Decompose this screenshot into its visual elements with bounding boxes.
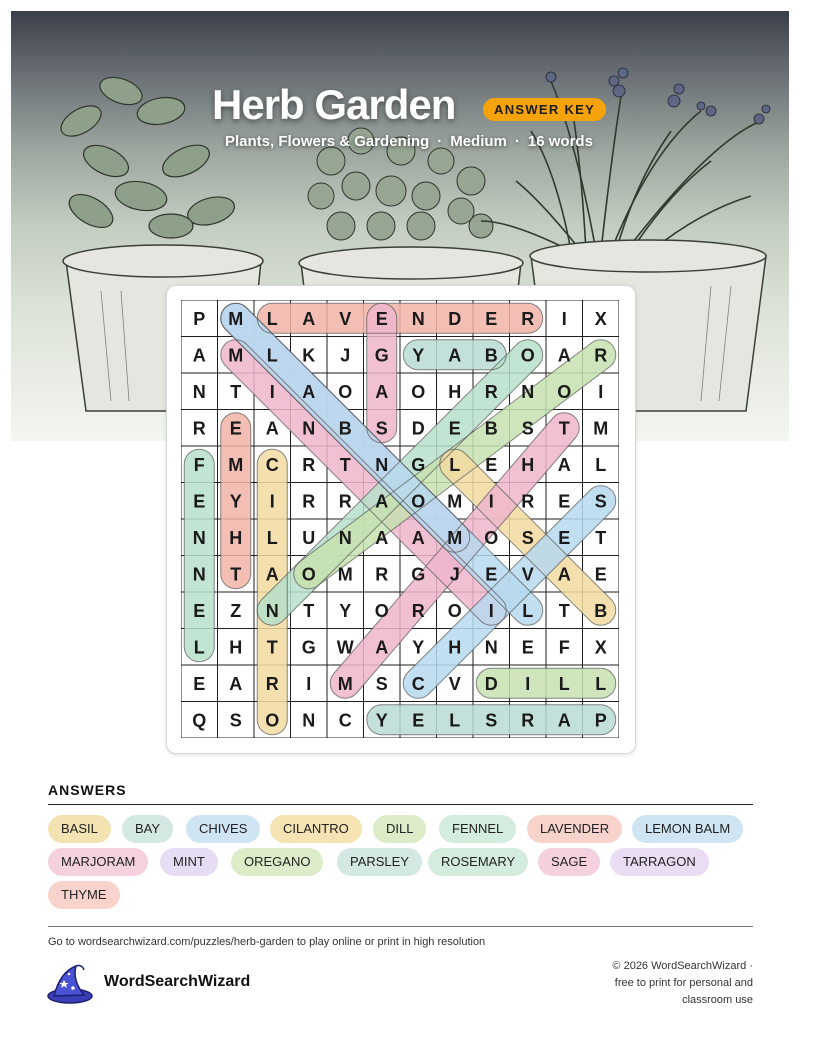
answer-chip: CHIVES [186,815,260,843]
grid-cell-letter: S [375,418,388,439]
grid-cell-letter: A [265,564,279,585]
grid-cell-letter: E [193,491,206,512]
grid-cell-letter: R [521,491,535,512]
grid-cell-letter: M [228,454,244,475]
grid-cell-letter: B [338,418,352,439]
grid-cell-letter: E [412,710,425,731]
grid-cell-letter: D [411,418,425,439]
puzzle-title: Herb Garden [212,81,456,128]
answer-chip: SAGE [538,848,600,876]
grid-cell-letter: E [448,418,461,439]
answer-chip: MINT [160,848,218,876]
grid-cell-letter: J [340,345,351,366]
grid-cell-letter: T [339,454,351,475]
grid-cell-letter: L [266,527,278,548]
wizard-hat-icon [46,962,94,1006]
grid-cell-letter: O [374,600,389,621]
grid-cell-letter: O [557,381,572,402]
answer-chip: LAVENDER [527,815,622,843]
grid-cell-letter: E [485,454,498,475]
grid-cell-letter: I [488,491,494,512]
grid-cell-letter: N [338,527,352,548]
grid-cell-letter: R [594,345,608,366]
answer-chip: BAY [122,815,173,843]
word-count-label: 16 words [527,133,593,150]
grid-cell-letter: R [484,381,498,402]
grid-cell-letter: R [302,454,316,475]
copyright-notice [560,958,753,1009]
grid-cell-letter: A [448,345,462,366]
grid-cell-letter: I [306,673,312,694]
grid-cell-letter: G [301,637,316,658]
answer-chip: PARSLEY [337,848,422,876]
grid-cell-letter: N [192,381,206,402]
grid-cell-letter: N [192,564,206,585]
grid-cell-letter: H [521,454,535,475]
grid-cell-letter: I [598,381,604,402]
grid-cell-letter: N [302,710,316,731]
grid-cell-letter: E [485,564,498,585]
grid-cell-letter: N [521,381,535,402]
grid-cell-letter: V [448,673,461,694]
grid-cell-letter: C [265,454,279,475]
answer-chip: DILL [373,815,426,843]
grid-cell-letter: V [339,308,352,329]
grid-cell-letter: R [338,491,352,512]
grid-cell-letter: E [193,600,206,621]
grid-cell-letter: N [411,308,425,329]
grid-cell-letter: M [228,345,244,366]
grid-cell-letter: O [265,710,280,731]
grid-cell-letter: A [557,345,571,366]
grid-cell-letter: R [521,710,535,731]
grid-cell-letter: M [337,564,353,585]
grid-cell-letter: G [374,345,389,366]
grid-cell-letter: A [375,381,389,402]
grid-cell-letter: L [193,637,205,658]
grid-cell-letter: O [411,381,426,402]
grid-cell-letter: X [594,308,607,329]
grid-cell-letter: O [301,564,316,585]
grid-cell-letter: Y [412,637,425,658]
answer-chip: THYME [48,881,120,909]
grid-cell-letter: W [336,637,354,658]
grid-cell-letter: A [411,527,425,548]
license-line: classroom use [682,994,753,1006]
category-label: Plants, Flowers & Gardening [225,133,430,150]
grid-cell-letter: I [269,491,275,512]
grid-cell-letter: U [302,527,316,548]
answer-chip: CILANTRO [270,815,362,843]
grid-cell-letter: E [375,308,388,329]
grid-cell-letter: L [595,673,607,694]
grid-cell-letter: H [448,637,462,658]
grid-cell-letter: T [595,527,607,548]
grid-cell-letter: X [594,637,607,658]
grid-cell-letter: E [521,637,534,658]
grid-cell-letter: L [558,673,570,694]
grid-cell-letter: L [522,600,534,621]
grid-cell-letter: Z [230,600,242,621]
grid-cell-letter: S [594,491,607,512]
grid-cell-letter: Y [339,600,352,621]
answers-divider [48,804,753,805]
grid-cell-letter: A [375,637,389,658]
grid-cell-letter: O [411,491,426,512]
grid-cell-letter: M [228,308,244,329]
grid-cell-letter: O [484,527,499,548]
grid-cell-letter: M [593,418,609,439]
grid-cell-letter: N [265,600,279,621]
grid-cell-letter: N [375,454,389,475]
grid-cell-letter: R [411,600,425,621]
grid-cell-letter: A [302,381,316,402]
grid-cell-letter: L [266,308,278,329]
grid-cell-letter: I [561,308,567,329]
answer-chip: MARJORAM [48,848,148,876]
grid-cell-letter: O [338,381,353,402]
grid-cell-letter: H [229,637,243,658]
left-plant-illustration [56,72,238,238]
grid-cell-letter: L [449,454,461,475]
grid-cell-letter: T [303,600,315,621]
grid-cell-letter: R [521,308,535,329]
grid-cell-letter: E [193,673,206,694]
grid-cell-letter: T [558,600,570,621]
grid-cell-letter: L [449,710,461,731]
grid-cell-letter: C [338,710,352,731]
grid-cell-letter: D [448,308,462,329]
grid-cell-letter: L [266,345,278,366]
grid-cell-letter: A [265,418,279,439]
grid-cell-letter: H [448,381,462,402]
footer-link-text: Go to wordsearchwizard.com/puzzles/herb-garden to play online or print in high resolution [48,936,486,948]
grid-cell-letter: T [230,564,242,585]
grid-cell-letter: R [375,564,389,585]
difficulty-label: Medium [450,133,507,150]
grid-cell-letter: S [485,710,498,731]
grid-cell-letter: S [229,710,242,731]
grid-cell-letter: A [375,491,389,512]
grid-cell-letter: A [557,454,571,475]
grid-cell-letter: T [230,381,242,402]
footer-divider [48,926,753,927]
grid-cell-letter: T [266,637,278,658]
answer-chip: LEMON BALM [632,815,743,843]
grid-cell-letter: E [558,491,571,512]
grid-cell-letter: R [265,673,279,694]
grid-cell-letter: A [557,710,571,731]
grid-cell-letter: Y [229,491,242,512]
grid-cell-letter: H [229,527,243,548]
grid-cell-letter: N [302,418,316,439]
grid-cell-letter: E [485,308,498,329]
grid-cell-letter: N [484,637,498,658]
grid-cell-letter: K [302,345,316,366]
grid-cell-letter: S [375,673,388,694]
grid-cell-letter: E [229,418,242,439]
grid-cell-letter: L [595,454,607,475]
grid-cell-letter: T [558,418,570,439]
grid-cell-letter: F [193,454,205,475]
grid-cell-letter: M [337,673,353,694]
answer-chip: ROSEMARY [428,848,528,876]
grid-cell-letter: F [558,637,570,658]
grid-cell-letter: J [449,564,460,585]
copyright-line: © 2026 WordSearchWizard · [612,960,753,972]
answer-chip: FENNEL [439,815,516,843]
grid-cell-letter: A [375,527,389,548]
grid-cell-letter: A [229,673,243,694]
meta-separator: · [514,133,520,150]
grid-cell-letter: R [192,418,206,439]
answers-heading: ANSWERS [48,782,127,798]
grid-cell-letter: P [594,710,607,731]
grid-cell-letter: N [192,527,206,548]
answer-chip: OREGANO [231,848,323,876]
grid-cell-letter: D [484,673,498,694]
grid-cell-letter: O [520,345,535,366]
grid-cell-letter: G [411,454,426,475]
grid-cell-letter: I [525,673,531,694]
grid-cell-letter: E [558,527,571,548]
found-word-highlights [184,300,619,735]
grid-cell-letter: A [302,308,316,329]
meta-separator: · [437,133,443,150]
license-line: free to print for personal and [614,977,753,989]
answer-chip: TARRAGON [610,848,709,876]
grid-cell-letter: C [411,673,425,694]
grid-cell-letter: V [521,564,534,585]
grid-cell-letter: B [594,600,608,621]
word-search-grid [181,300,619,738]
grid-cell-letter: S [521,527,534,548]
answer-key-badge: ANSWER KEY [483,98,606,121]
grid-cell-letter: I [488,600,494,621]
grid-cell-letter: Y [375,710,388,731]
grid-cell-letter: P [193,308,206,329]
grid-cell-letter: O [447,600,462,621]
puzzle-meta [225,133,593,150]
grid-cell-letter: B [484,345,498,366]
grid-cell-letter: M [447,527,463,548]
answer-chip: BASIL [48,815,111,843]
grid-cell-letter: B [484,418,498,439]
grid-cell-letter: R [302,491,316,512]
grid-cell-letter: A [557,564,571,585]
grid-cell-letter: Q [192,710,207,731]
grid-cell-letter: S [521,418,534,439]
brand-name: WordSearchWizard [104,973,251,990]
grid-cell-letter: I [269,381,275,402]
grid-cell-letter: A [192,345,206,366]
grid-cell-letter: Y [412,345,425,366]
grid-cell-letter: M [447,491,463,512]
grid-cell-letter: G [411,564,426,585]
grid-cell-letter: E [594,564,607,585]
